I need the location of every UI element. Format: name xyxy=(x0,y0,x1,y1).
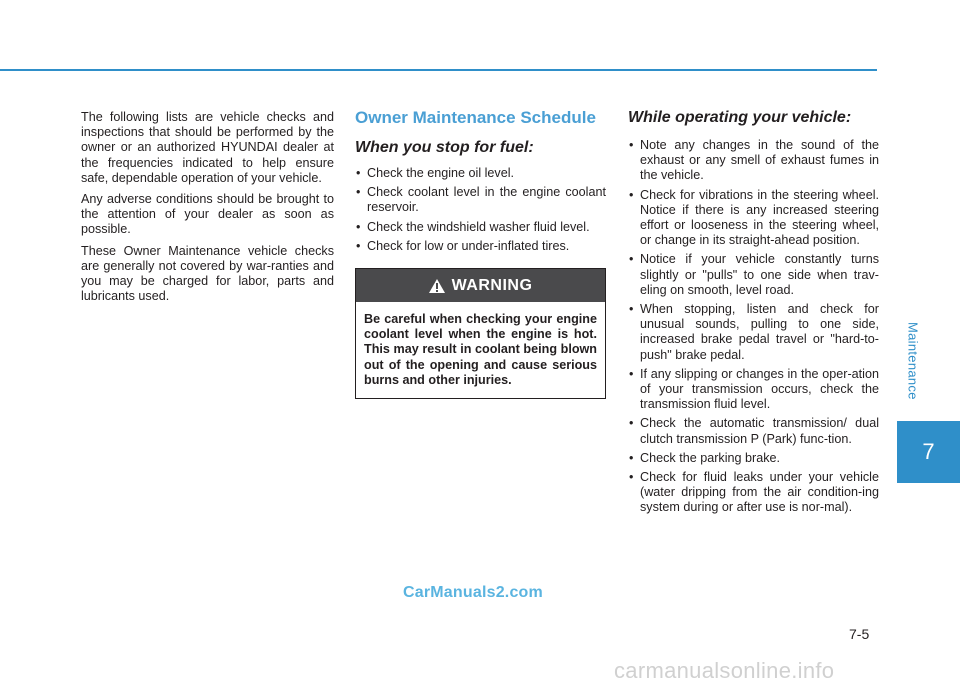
watermark-footer[interactable]: carmanualsonline.info xyxy=(614,658,835,683)
page-number: 7-5 xyxy=(849,626,870,642)
intro-paragraph: These Owner Maintenance vehicle checks are generally not covered by war-ranties and you may be charged for labor, parts and lubricants used. xyxy=(81,243,334,304)
list-item: • Note any changes in the sound of the exhaust or any smell of exhaust fumes in the vehicle. xyxy=(628,138,879,184)
fuel-stop-list xyxy=(355,166,606,254)
warning-header xyxy=(356,269,605,302)
operating-column xyxy=(628,108,879,520)
warning-label: WARNING xyxy=(451,276,533,294)
schedule-column xyxy=(355,108,606,399)
intro-paragraph: Any adverse conditions should be brought to the attention of your dealer as soon as possible. xyxy=(81,192,334,237)
intro-paragraph: The following lists are vehicle checks and inspections that should be performed by the owner or an authorized HYUNDAI dealer at the frequencies indicated to help ensure safe, dependable operation of your vehicle. xyxy=(81,110,334,185)
chapter-tab[interactable]: 7 xyxy=(897,421,960,483)
operating-list xyxy=(628,138,879,516)
chapter-side-label: Maintenance xyxy=(905,322,921,400)
warning-text: Be careful when checking your engine coolant level when the engine is hot. This may result in coolant being blown out of the opening and cause serious burns and other injuries. xyxy=(364,312,597,387)
list-item: • Check the engine oil level. xyxy=(355,166,606,181)
intro-column xyxy=(81,110,334,310)
list-item: • Check the parking brake. xyxy=(628,451,879,466)
watermark-link[interactable]: CarManuals2.com xyxy=(403,584,543,601)
operating-heading: While operating your vehicle: xyxy=(628,109,852,126)
list-item: • Check coolant level in the engine coolant reservoir. xyxy=(355,185,606,215)
header-rule xyxy=(0,69,877,71)
list-item: • Check for vibrations in the steering wheel. Notice if there is any increased steering effort or looseness in the steering wheel, or change in its straight-ahead position. xyxy=(628,188,879,249)
list-item: • If any slipping or changes in the oper-ation of your transmission occurs, check the transmission fluid level. xyxy=(628,367,879,413)
list-item: • When stopping, listen and check for unusual sounds, pulling to one side, increased brake pedal travel or "hard-to-push" brake pedal. xyxy=(628,302,879,363)
list-item: • Notice if your vehicle constantly turns slightly or "pulls" to one side when trav-eling on smooth, level road. xyxy=(628,252,879,298)
fuel-stop-heading: When you stop for fuel: xyxy=(355,139,534,156)
list-item: • Check for fluid leaks under your vehicle (water dripping from the air condition-ing system during or after use is nor-mal). xyxy=(628,470,879,516)
list-item: • Check the automatic transmission/ dual clutch transmission P (Park) func-tion. xyxy=(628,416,879,446)
warning-box xyxy=(355,268,606,399)
list-item: • Check for low or under-inflated tires. xyxy=(355,239,606,254)
list-item: • Check the windshield washer fluid level. xyxy=(355,220,606,235)
section-title: Owner Maintenance Schedule xyxy=(355,108,596,127)
warning-triangle-icon xyxy=(429,279,445,293)
